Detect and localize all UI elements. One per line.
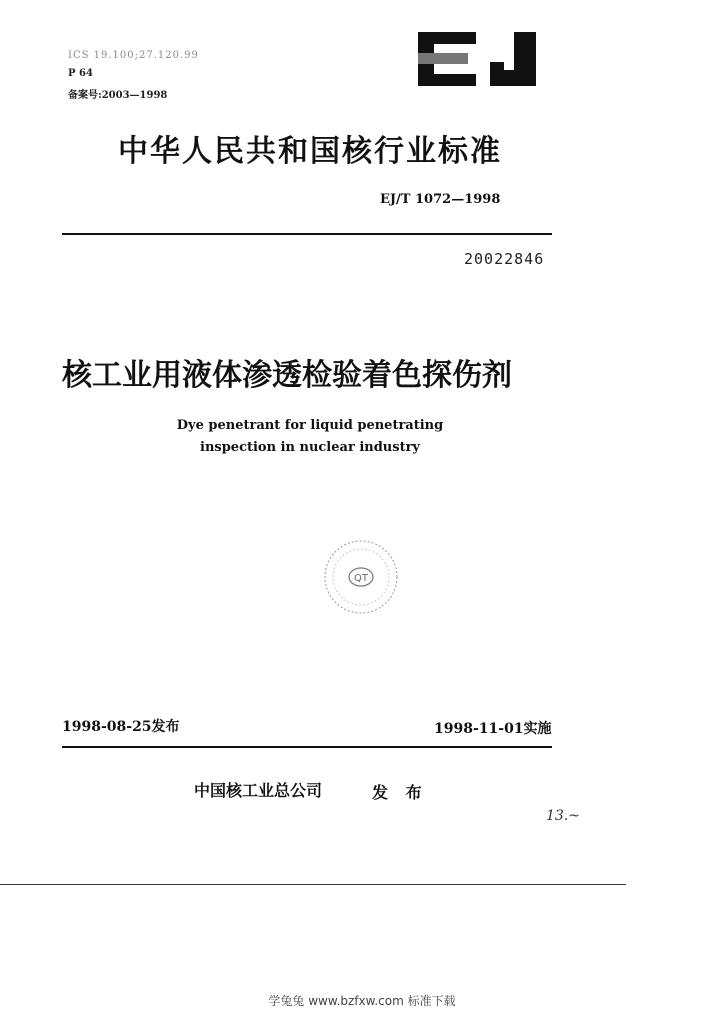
document-title-cn: 核工业用液体渗透检验着色探伤剂 xyxy=(62,358,512,393)
classification-code: P 64 xyxy=(68,68,93,79)
serial-number: 20022846 xyxy=(464,250,545,268)
publish-label: 发 布 xyxy=(372,783,428,802)
date-divider xyxy=(62,746,552,748)
record-number: 备案号:2003—1998 xyxy=(68,90,168,101)
bottom-divider xyxy=(0,884,626,885)
issue-date: 1998-08-25发布 xyxy=(62,719,180,735)
ej-logo xyxy=(418,32,542,86)
standard-category-title: 中华人民共和国核行业标准 xyxy=(118,134,502,169)
standard-number: EJ/T 1072—1998 xyxy=(380,192,501,207)
ics-code: ICS 19.100;27.120.99 xyxy=(68,50,199,61)
top-divider xyxy=(62,233,552,235)
footer-link-text: 学兔兔 www.bzfxw.com 标准下载 xyxy=(268,994,456,1008)
seal-text: QT xyxy=(354,573,368,584)
publisher-name: 中国核工业总公司 xyxy=(194,781,323,800)
handwritten-note: 13.~ xyxy=(546,808,580,824)
quality-seal xyxy=(322,538,400,616)
document-title-en-line2: inspection in nuclear industry xyxy=(200,440,420,455)
implementation-date: 1998-11-01实施 xyxy=(434,721,552,737)
document-title-en-line1: Dye penetrant for liquid penetrating xyxy=(176,418,444,433)
